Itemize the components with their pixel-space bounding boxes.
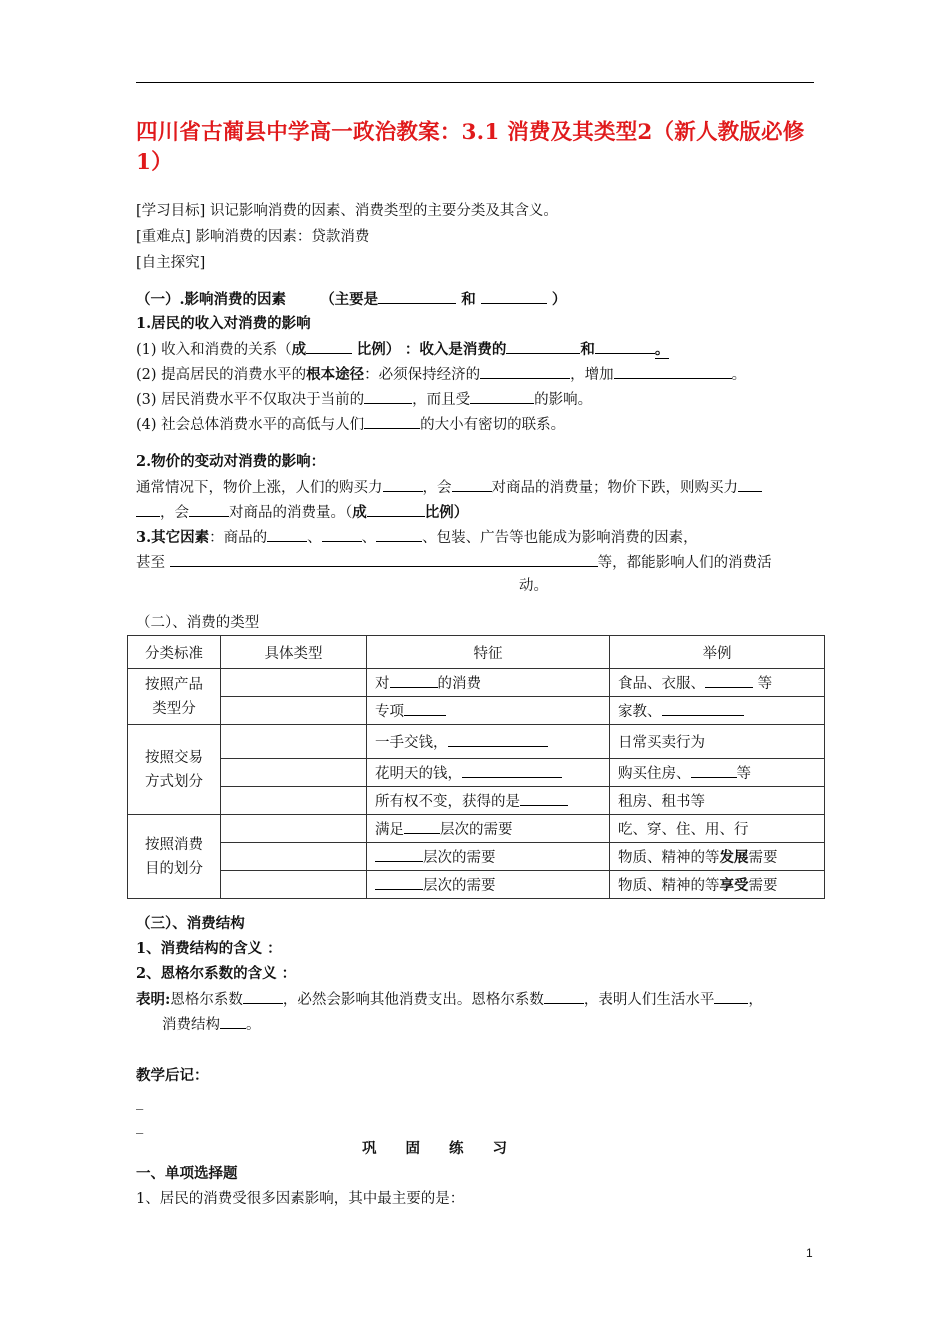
text: 对商品的消费量。（ (229, 505, 353, 521)
text: 和 (580, 341, 595, 358)
table-row (128, 787, 825, 815)
example-cell (610, 725, 825, 759)
text: 。 (654, 341, 670, 358)
table-header-cell: 具体类型 (221, 636, 367, 669)
blank (480, 364, 570, 379)
blank (738, 477, 762, 492)
dash-line: _ (136, 1118, 144, 1134)
table-row (128, 759, 825, 787)
feature-cell (367, 787, 610, 815)
text: 成 (291, 341, 307, 358)
item-3 (136, 389, 592, 410)
text: 需要 (748, 850, 778, 866)
item-4 (136, 414, 565, 435)
dash-line: _ (136, 1094, 144, 1110)
feature-cell (367, 871, 610, 899)
other-line-1 (136, 527, 698, 548)
text: (2) 提高居民的消费水平的 (136, 367, 307, 383)
example-cell (610, 697, 825, 725)
blank (322, 527, 362, 542)
text: 成 (352, 504, 367, 521)
blank (595, 339, 655, 354)
blank (481, 289, 547, 304)
type-cell (221, 787, 367, 815)
text: 根本途径 (306, 366, 365, 383)
blank (170, 552, 598, 567)
item-1 (136, 339, 669, 360)
type-cell (221, 697, 367, 725)
blank (662, 701, 744, 716)
blank (306, 339, 352, 354)
other-line-2 (136, 552, 772, 573)
feature-cell (367, 697, 610, 725)
text: (1) 收入和消费的关系（ (136, 342, 292, 358)
text: 对 (375, 676, 390, 692)
engel-line-2 (162, 1014, 261, 1035)
text: 花明天的钱， (375, 766, 462, 782)
text: 所有权不变，获得的是 (375, 794, 520, 810)
text: 租房、租书等 (618, 794, 705, 810)
s3-heading: （三）、消费结构 (136, 915, 245, 932)
s1-main: （主要是 (320, 291, 379, 308)
category-cell: 按照交易方式划分 (128, 725, 221, 815)
text: 、 (307, 530, 322, 546)
blank (691, 763, 737, 778)
text: 满足 (375, 822, 404, 838)
price-line-2 (136, 502, 468, 523)
type-cell (221, 669, 367, 697)
text: 发展 (719, 849, 749, 866)
close-paren: ） (551, 291, 567, 308)
table-header-row (128, 636, 825, 669)
text: 对商品的消费量；物价下跌，则购买力 (491, 480, 738, 496)
category-cell: 按照产品类型分 (128, 669, 221, 725)
text: 专项 (375, 704, 404, 720)
type-cell (221, 843, 367, 871)
s1-heading: （一）.影响消费的因素 (136, 291, 287, 308)
and-text: 和 (461, 291, 476, 308)
text: 吃、穿、住、用、行 (618, 822, 749, 838)
text: 消费结构 (162, 1017, 220, 1033)
blank (220, 1014, 246, 1029)
blank (714, 989, 748, 1004)
text: ，表明人们生活水平 (583, 992, 715, 1008)
text: 层次的需要 (440, 822, 513, 838)
blank (404, 819, 440, 834)
text: 物质、精神的等 (618, 878, 720, 894)
blank (520, 791, 568, 806)
header-rule (136, 82, 814, 83)
type-cell (221, 871, 367, 899)
engel-line-1 (136, 989, 763, 1010)
blank (452, 477, 492, 492)
practice-section: 一、单项选择题 (136, 1165, 238, 1182)
text: ，必然会影响其他消费支出。恩格尔系数 (282, 992, 544, 1008)
feature-cell (367, 815, 610, 843)
category-cell: 按照消费目的划分 (128, 815, 221, 899)
blank (390, 673, 438, 688)
text: ，会 (160, 505, 189, 521)
text: 日常买卖行为 (618, 735, 705, 751)
feature-cell (367, 843, 610, 871)
s3-q2: 2、恩格尔系数的含义 ： (136, 965, 297, 982)
text: 等 (757, 676, 773, 692)
example-cell (610, 759, 825, 787)
blank (364, 414, 420, 429)
s1-sub2: 2.物价的变动对消费的影响： (136, 453, 326, 470)
key-label: [重难点] (136, 229, 191, 245)
blank (383, 477, 423, 492)
blank (189, 502, 229, 517)
text: (4) 社会总体消费水平的高低与人们 (136, 417, 365, 433)
blank (375, 875, 423, 890)
blank (506, 339, 580, 354)
text: 层次的需要 (423, 850, 496, 866)
item-2 (136, 364, 746, 385)
price-line-1 (136, 477, 762, 498)
feature-cell (367, 759, 610, 787)
table-row (128, 669, 825, 697)
blank (462, 763, 562, 778)
type-cell (221, 815, 367, 843)
blank (614, 364, 732, 379)
example-cell (610, 669, 825, 697)
text: 通常情况下，物价上涨，人们的购买力 (136, 480, 383, 496)
blank (367, 502, 425, 517)
s1-sub1: 1.居民的收入对消费的影响 (136, 315, 311, 332)
feature-cell (367, 725, 610, 759)
s2-heading: （二）、消费的类型 (136, 615, 260, 631)
blank (544, 989, 584, 1004)
text: 。 (246, 1017, 261, 1033)
blank (136, 502, 160, 517)
text: 等，都能影响人们的消费活 (597, 555, 772, 571)
text: 的影响。 (534, 392, 593, 408)
blank (404, 701, 446, 716)
text: 家教、 (618, 704, 662, 720)
text: ：商品的 (209, 530, 268, 546)
s3-q1: 1、消费结构的含义 ： (136, 940, 282, 957)
text: 食品、衣服、 (618, 676, 705, 692)
table-row (128, 871, 825, 899)
table-row (128, 815, 825, 843)
text: 的消费 (437, 676, 481, 692)
page-number: 1 (806, 1246, 813, 1260)
text: 表明: (136, 991, 171, 1008)
blank (364, 389, 412, 404)
goal-label: [学习目标] (136, 203, 206, 219)
table-header-cell: 举例 (610, 636, 825, 669)
table-row (128, 725, 825, 759)
text: 需要 (748, 878, 778, 894)
blank (705, 673, 753, 688)
text: 享受 (719, 877, 749, 894)
key-text: 影响消费的因素：贷款消费 (195, 229, 370, 245)
example-cell (610, 843, 825, 871)
text: 一手交钱， (375, 735, 448, 751)
blank (378, 289, 456, 304)
table-header-cell: 分类标准 (128, 636, 221, 669)
feature-cell (367, 669, 610, 697)
text: ，增加 (570, 367, 614, 383)
other-line-3: 动。 (519, 578, 548, 594)
text: 的大小有密切的联系。 (420, 417, 566, 433)
text: 恩格尔系数 (170, 992, 243, 1008)
afterword: 教学后记： (136, 1067, 209, 1084)
text: 3.其它因素 (136, 529, 210, 546)
blank (376, 527, 422, 542)
page-title: 四川省古蔺县中学高一政治教案：3.1 消费及其类型2（新人教版必修1） (136, 120, 805, 175)
consumption-types-table (127, 635, 825, 899)
text: ， (748, 992, 763, 1008)
text: 等 (736, 766, 751, 782)
example-cell (610, 871, 825, 899)
text: 购买住房、 (618, 766, 691, 782)
table-row (128, 697, 825, 725)
text: (3) 居民消费水平不仅取决于当前的 (136, 392, 365, 408)
blank (470, 389, 534, 404)
text: ，而且受 (412, 392, 471, 408)
text: ，会 (422, 480, 452, 496)
learning-goal (136, 201, 558, 221)
text: 、包装、广告等也能成为影响消费的因素， (422, 530, 698, 546)
text: 甚至 (136, 555, 165, 571)
explore-label: [自主探究] (136, 255, 206, 271)
text: 物质、精神的等 (618, 850, 720, 866)
practice-title: 巩 固 练 习 (362, 1140, 507, 1157)
text: ：必须保持经济的 (364, 367, 481, 383)
blank (243, 989, 283, 1004)
text: 。 (731, 367, 747, 383)
text: 比例） (424, 504, 469, 521)
text: 层次的需要 (423, 878, 496, 894)
example-cell (610, 815, 825, 843)
type-cell (221, 725, 367, 759)
blank (448, 732, 548, 747)
example-cell (610, 787, 825, 815)
blank (375, 847, 423, 862)
text: 比例） (356, 341, 401, 358)
text: 、 (361, 530, 377, 546)
text: ：收入是消费的 (404, 341, 507, 358)
goal-text: 识记影响消费的因素、消费类型的主要分类及其含义。 (209, 203, 558, 219)
blank (267, 527, 307, 542)
practice-question: 1、居民的消费受很多因素影响，其中最主要的是： (136, 1191, 465, 1207)
key-points (136, 227, 369, 247)
s1-heading-line (136, 289, 566, 310)
table-row (128, 843, 825, 871)
type-cell (221, 759, 367, 787)
table-header-cell: 特征 (367, 636, 610, 669)
